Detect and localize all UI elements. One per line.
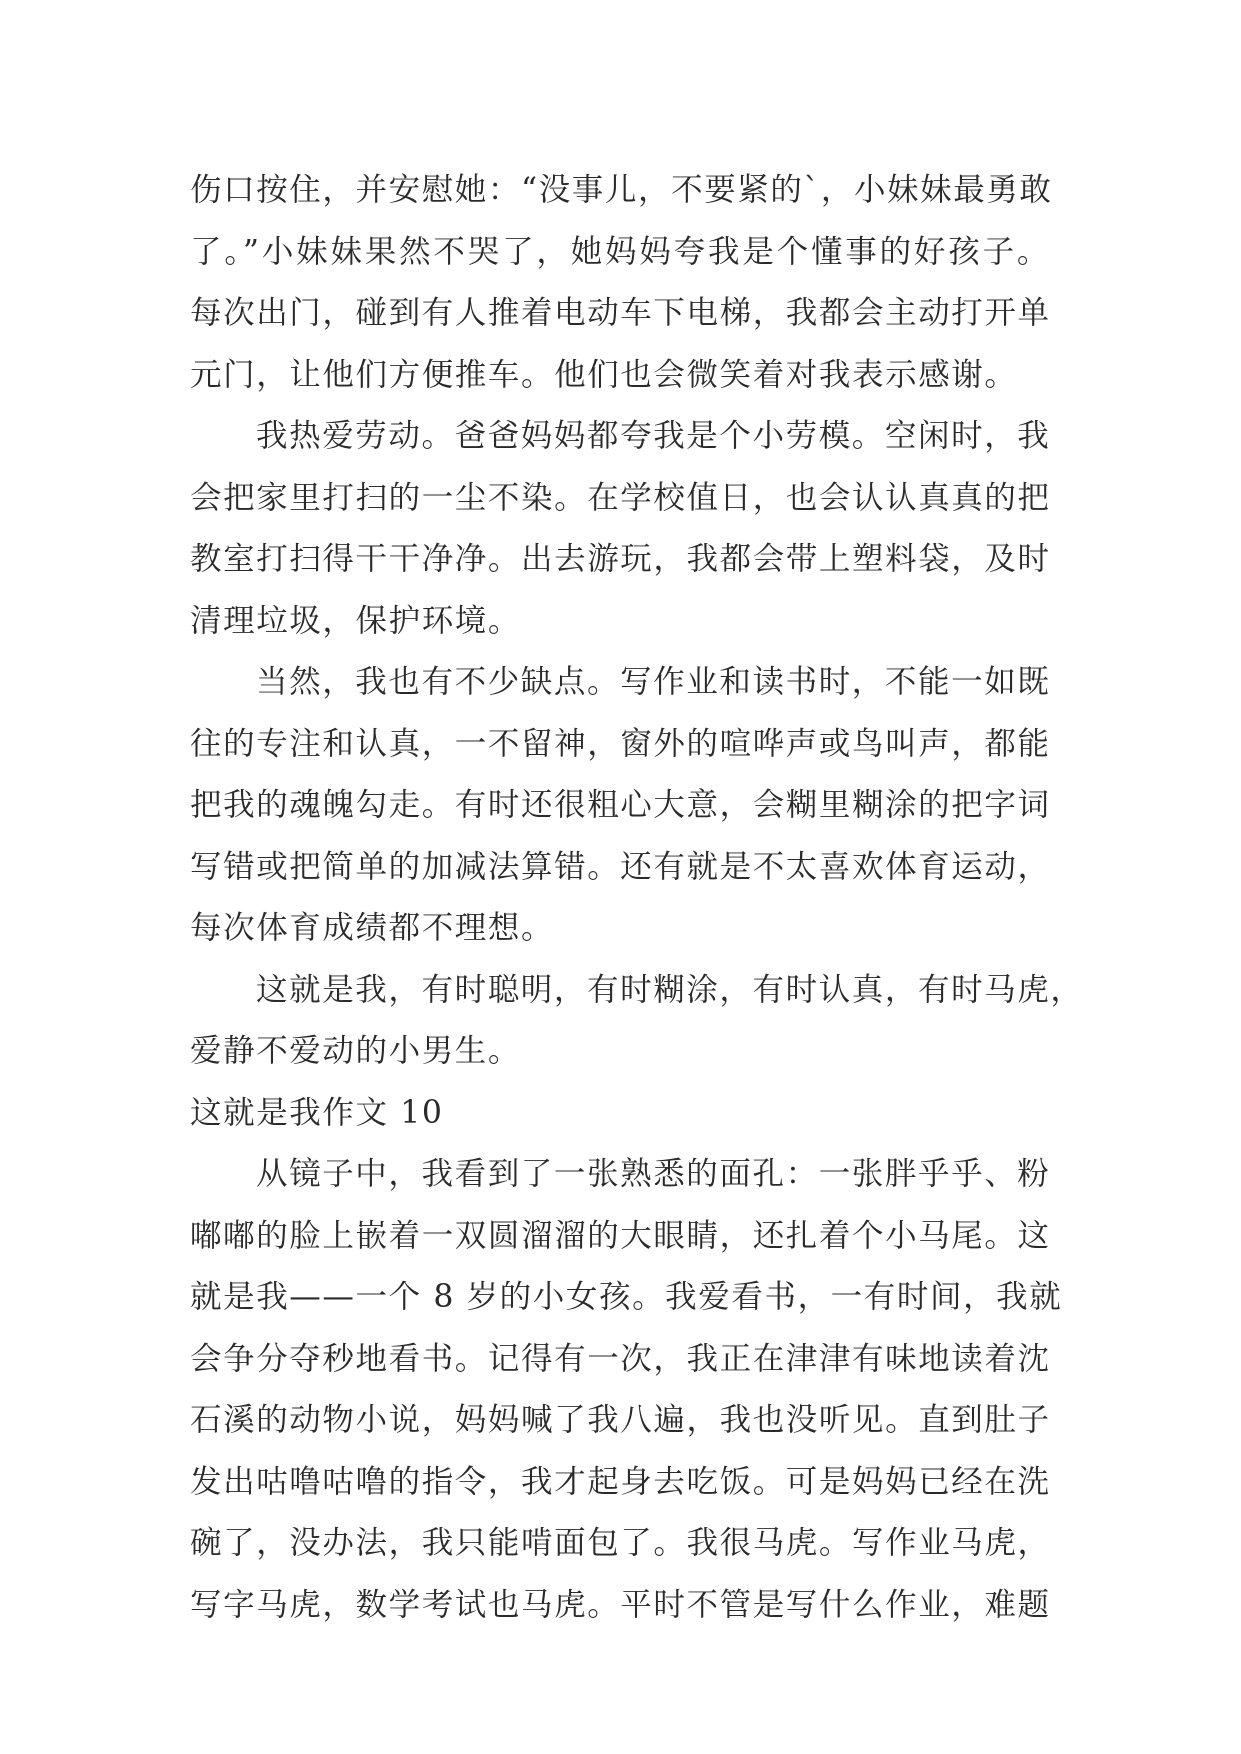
text-line: 就是我——一个 8 岁的小女孩。我爱看书，一有时间，我就 — [190, 1279, 1063, 1315]
text-line: 嘟嘟的脸上嵌着一双圆溜溜的大眼睛，还扎着个小马尾。这 — [190, 1217, 1051, 1254]
text-line: 会争分夺秒地看书。记得有一次，我正在津津有味地读着沈 — [190, 1340, 1051, 1377]
text-line: 碗了，没办法，我只能啃面包了。我很马虎。写作业马虎， — [190, 1525, 1051, 1561]
paragraph-first-line: 当然，我也有不少缺点。写作业和读书时，不能一如既 — [256, 664, 1051, 700]
text-line: 石溪的动物小说，妈妈喊了我八遍，我也没听见。直到肚子 — [190, 1402, 1051, 1438]
text-line: 会把家里打扫的一尘不染。在学校值日，也会认认真真的把 — [190, 479, 1051, 516]
paragraph-first-line: 从镜子中，我看到了一张熟悉的面孔：一张胖乎乎、粉 — [256, 1156, 1051, 1192]
text-line: 把我的魂魄勾走。有时还很粗心大意，会糊里糊涂的把字词 — [190, 787, 1051, 823]
text-line: 每次出门，碰到有人推着电动车下电梯，我都会主动打开单 — [190, 295, 1051, 331]
paragraph-first-line: 这就是我，有时聪明，有时糊涂，有时认真，有时马虎， — [256, 971, 1084, 1008]
text-line: 元门，让他们方便推车。他们也会微笑着对我表示感谢。 — [190, 356, 1018, 393]
text-line: 写字马虎，数学考试也马虎。平时不管是写什么作业，难题 — [190, 1586, 1051, 1623]
essay-heading: 这就是我作文 10 — [190, 1094, 444, 1131]
text-line: 发出咕噜咕噜的指令，我才起身去吃饭。可是妈妈已经在洗 — [190, 1463, 1051, 1500]
text-line: 了。”小妹妹果然不哭了，她妈妈夸我是个懂事的好孩子。 — [190, 233, 1050, 270]
essay-body — [190, 160, 1084, 1636]
paragraph-first-line: 我热爱劳动。爸爸妈妈都夸我是个小劳模。空闲时，我 — [256, 418, 1051, 454]
text-line: 教室打扫得干干净净。出去游玩，我都会带上塑料袋，及时 — [190, 541, 1051, 577]
text-line: 往的专注和认真，一不留神，窗外的喧哗声或鸟叫声，都能 — [190, 725, 1051, 762]
text-line: 伤口按住，并安慰她：“没事儿，不要紧的`，小妹妹最勇敢 — [190, 172, 1053, 208]
text-line: 爱静不爱动的小男生。 — [190, 1033, 522, 1069]
text-line: 每次体育成绩都不理想。 — [190, 910, 555, 946]
text-line: 清理垃圾，保护环境。 — [190, 602, 522, 639]
text-line: 写错或把简单的加减法算错。还有就是不太喜欢体育运动， — [190, 848, 1051, 885]
